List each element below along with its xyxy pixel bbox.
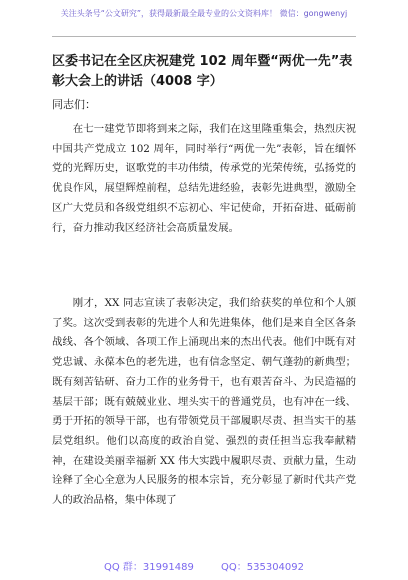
footer bbox=[0, 558, 408, 573]
qq-contact-number: QQ：535304092 bbox=[221, 562, 305, 573]
paragraph: 在七一建党节即将到来之际，我们在这里隆重集会，热烈庆祝中国共产党成立 102 周年，同时举行“两优一先”表彰，旨在缅怀党的光辉历史，讴歌党的丰功伟绩，传承党的光荣传统，弘扬党的优良作风，展望辉煌前程，总结先进经验，表彰先进典型，激励全区广大党员和各级党组织不忘初心、牢记使命，开拓奋进、砥砺前行，奋力推动我区经济社会高质量发展。 bbox=[52, 123, 356, 234]
header-divider bbox=[52, 36, 356, 37]
header-banner: 关注头条号“公文研究”，获得最新最全最专业的公文资料库！ 微信：gongwenyj bbox=[60, 9, 348, 18]
document-title: 区委书记在全区庆祝建党 102 周年暨“两优一先”表彰大会上的讲话（4008 字） bbox=[52, 54, 353, 89]
qq-group-number: QQ 群：31991489 bbox=[103, 562, 194, 573]
paragraph: 刚才，XX 同志宣读了表彰决定，我们给获奖的单位和个人颁了奖。这次受到表彰的先进个人和先进集体，他们是来自全区各条战线、各个领域、各项工作上涌现出来的杰出代表。他们中既有对党忠诚、永葆本色的老先进，也有信念坚定、朝气蓬勃的新典型；既有刻苦钻研、奋力工作的业务骨干，也有艰苦奋斗、为民造福的基层干部；既有兢兢业业、埋头实干的普通党员，也有冲在一线、勇于开拓的领导干部，也有带领党员干部履职尽责、担当实干的基层党组织。他们以高度的政治自觉、强烈的责任担当忘我奉献精神，在建设美丽幸福新 XX 伟大实践中履职尽责、贡献力量，生动诠释了全心全意为人民服务的根本宗旨，充分彰显了新时代共产党人的政治品格，集中体现了 bbox=[52, 297, 356, 507]
salutation: 同志们： bbox=[52, 98, 96, 111]
